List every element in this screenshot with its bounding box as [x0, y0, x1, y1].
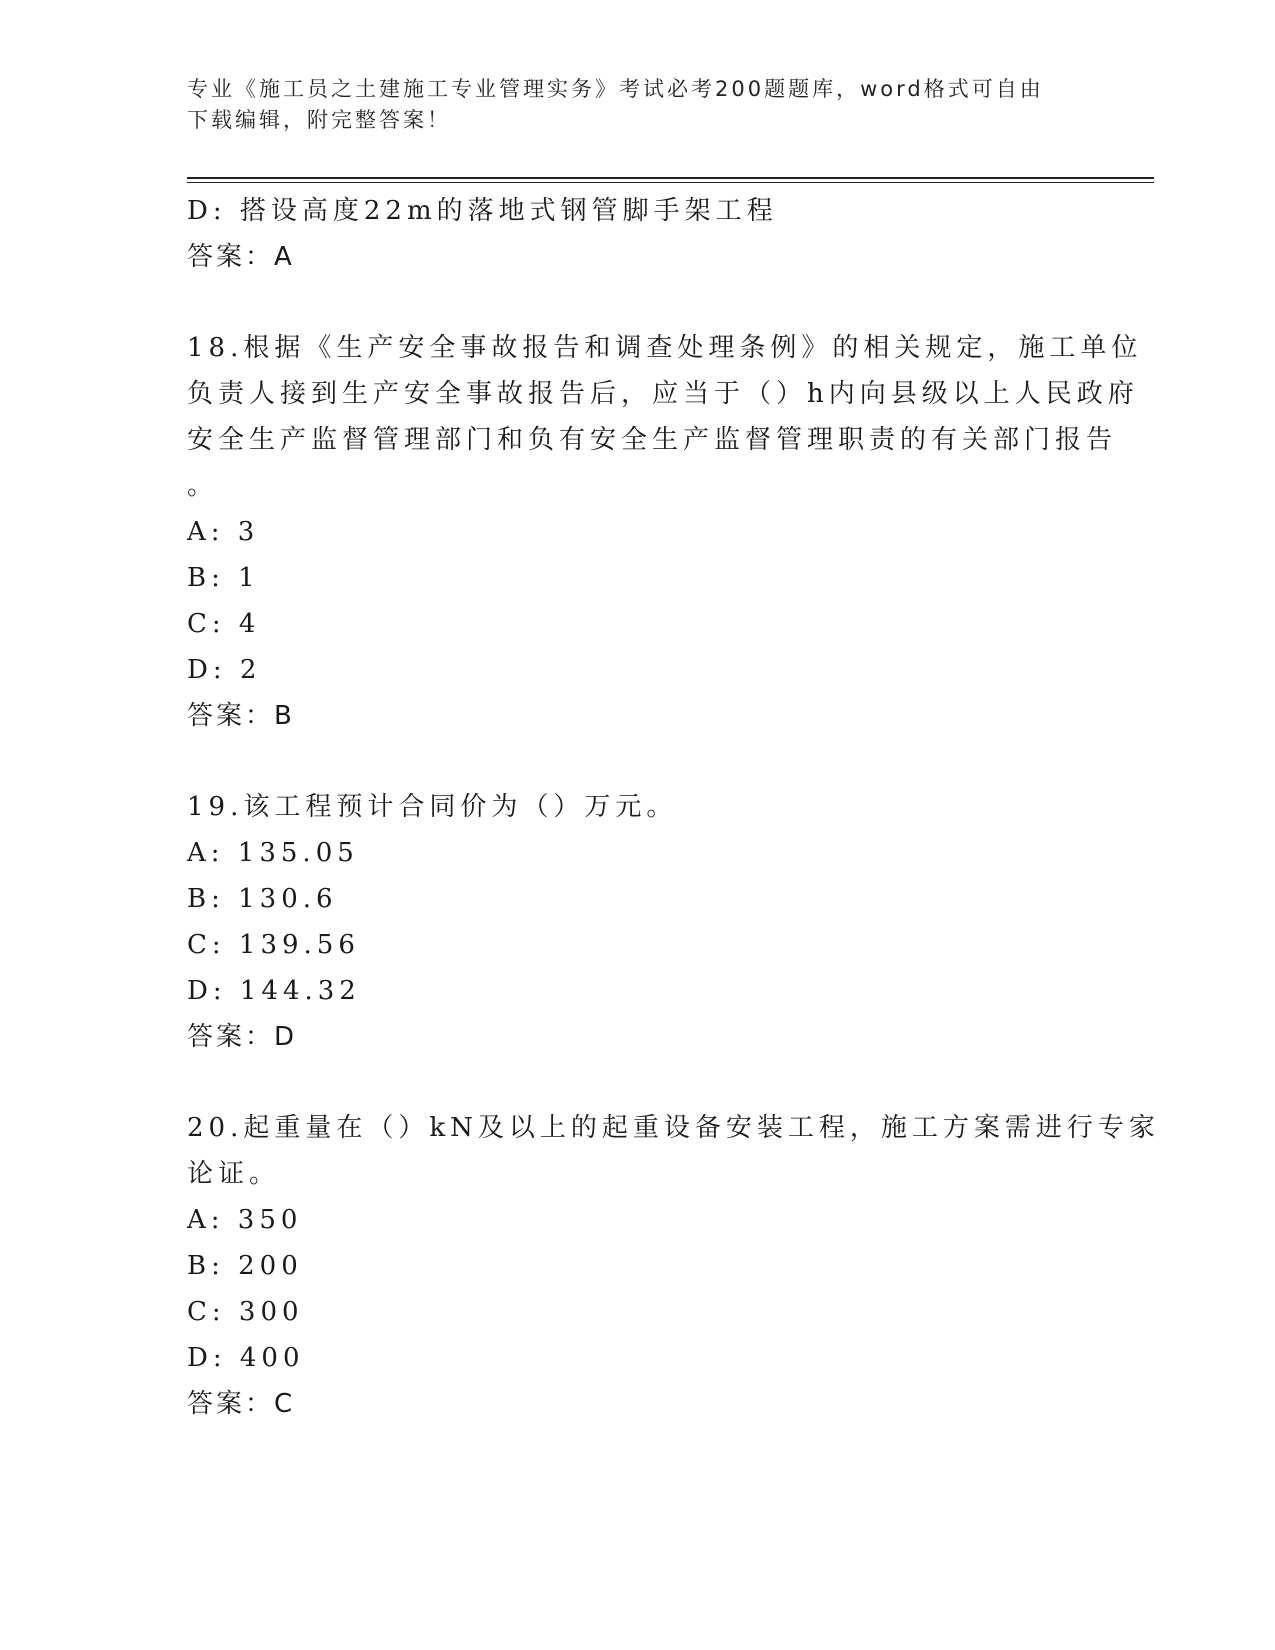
option-b: B: 130.6 — [187, 884, 338, 914]
question-18 — [187, 325, 1143, 739]
option-d: D: 144.32 — [187, 976, 361, 1006]
question-list — [187, 188, 1160, 1427]
option-c: C: 139.56 — [187, 930, 360, 960]
option-b: B: 1 — [187, 563, 260, 593]
question-stem-line: 18.根据《生产安全事故报告和调查处理条例》的相关规定，施工单位 — [187, 333, 1143, 363]
option-a: A: 3 — [187, 517, 260, 547]
option-d: D: 400 — [187, 1343, 305, 1373]
question-stem-line: 。 — [187, 471, 219, 501]
question-stem-line: 论证。 — [187, 1159, 281, 1189]
document-header — [187, 74, 1087, 136]
option-c: C: 300 — [187, 1297, 304, 1327]
header-divider-thick — [187, 177, 1154, 179]
header-line-1: 专业《施工员之土建施工专业管理实务》考试必考200题题库，word格式可自由 — [187, 77, 1044, 101]
answer: 答案：D — [187, 1022, 298, 1052]
option-b: B: 200 — [187, 1251, 303, 1281]
question-20 — [187, 1105, 1160, 1427]
question-stem-line: 负责人接到生产安全事故报告后，应当于（）h内向县级以上人民政府 — [187, 379, 1139, 409]
question-stem-line: 安全生产监督管理部门和负有安全生产监督管理职责的有关部门报告 — [187, 425, 1118, 455]
header-divider-thin — [187, 182, 1154, 183]
header-line-2: 下载编辑，附完整答案！ — [187, 108, 451, 132]
answer: 答案：A — [187, 242, 295, 272]
answer: 答案：C — [187, 1389, 296, 1419]
question-17-tail — [187, 188, 1087, 280]
question-19 — [187, 784, 1087, 1060]
option-a: A: 135.05 — [187, 838, 359, 868]
option-d: D: 2 — [187, 655, 262, 685]
answer: 答案：B — [187, 701, 295, 731]
question-stem-line: 20.起重量在（）kN及以上的起重设备安装工程，施工方案需进行专家 — [187, 1113, 1160, 1143]
question-stem-line: 19.该工程预计合同价为（）万元。 — [187, 792, 678, 822]
option-c: C: 4 — [187, 609, 261, 639]
option-a: A: 350 — [187, 1205, 303, 1235]
option-d: D: 搭设高度22m的落地式钢管脚手架工程 — [187, 196, 778, 226]
